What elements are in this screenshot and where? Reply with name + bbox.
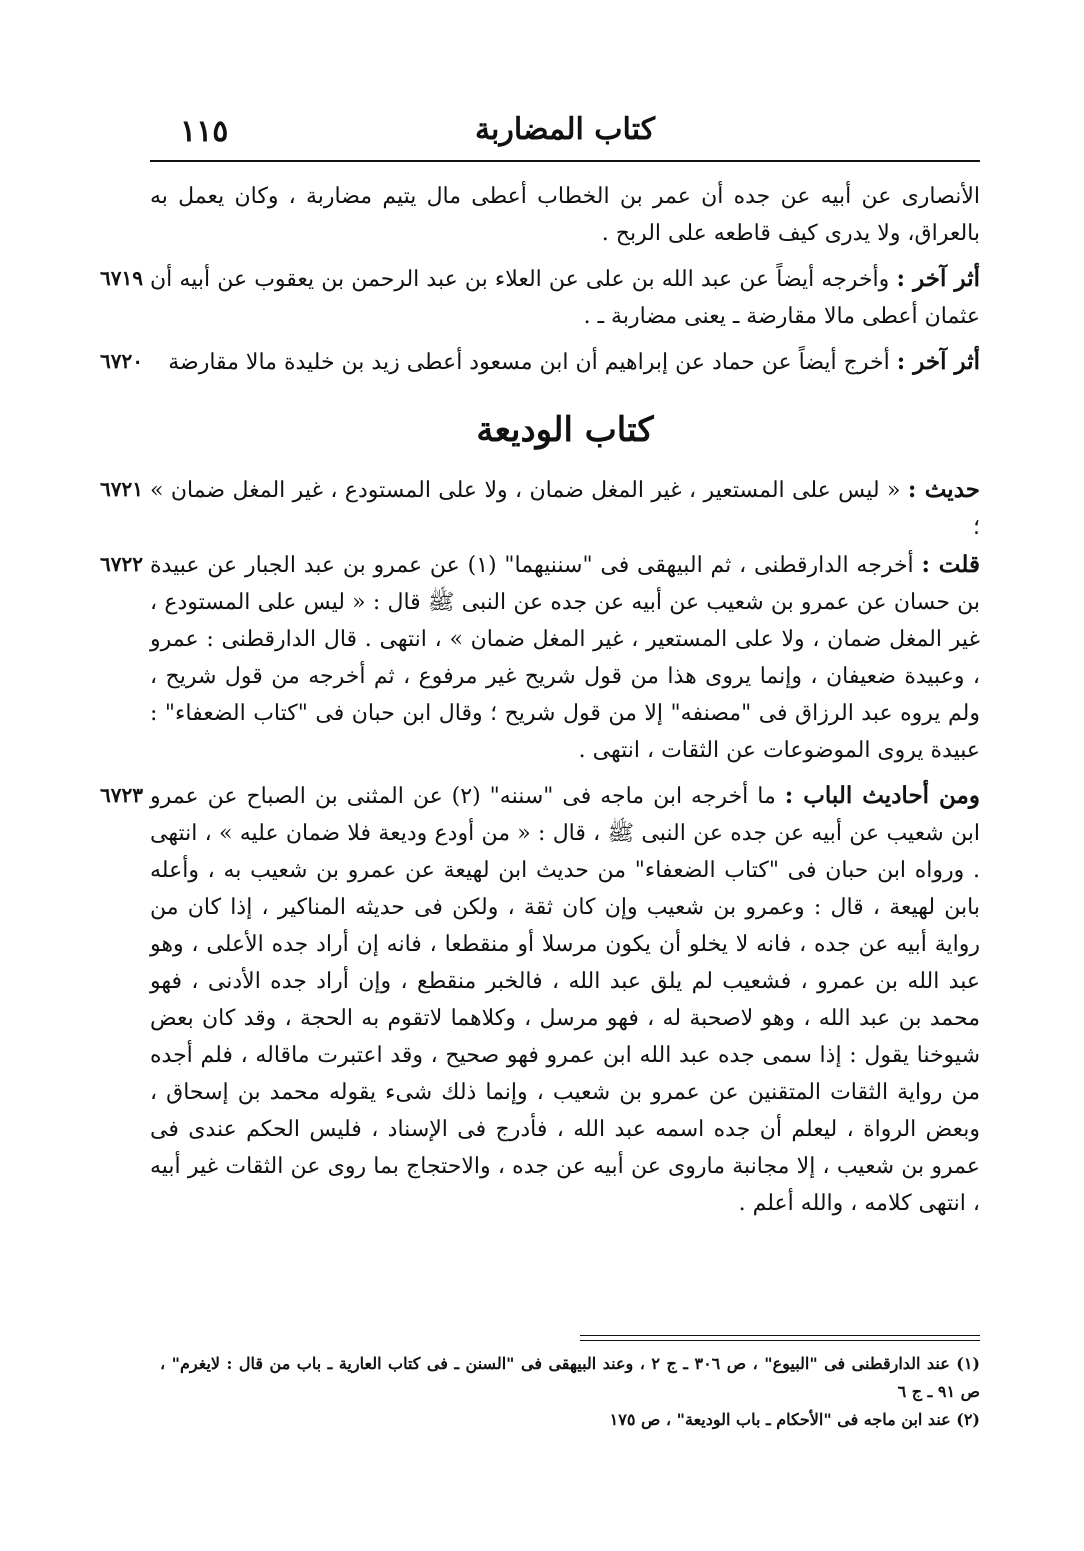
paragraph-lead: ومن أحاديث الباب : — [784, 782, 980, 809]
footnote-rule — [580, 1335, 980, 1341]
page-header — [150, 108, 980, 160]
paragraph-athar-1 — [100, 260, 980, 335]
paragraph-lead: حديث : — [907, 476, 980, 503]
paragraph-lead: قلت : — [921, 551, 980, 578]
reference-number: ٦٧٢٢ — [100, 552, 143, 576]
reference-number: ٦٧١٩ — [100, 266, 143, 290]
reference-number: ٦٧٢١ — [100, 477, 143, 501]
paragraph-text: أخرج أيضاً عن حماد عن إبراهيم أن ابن مسعود أعطى زيد بن خليدة مالا مقارضة — [168, 350, 890, 375]
section-title: كتاب الوديعة — [476, 410, 654, 450]
paragraph-text: ما أخرجه ابن ماجه فى "سننه" (٢) عن المثنى بن الصباح عن عمرو ابن شعيب عن أبيه عن جده عن النبى ﷺ ، قال : « من أودع وديعة فلا ضمان عليه » ، انتهى . ورواه ابن حبان فى "كتاب الضعفاء" من حديث ابن لهيعة عن عمرو بن شعيب به ، وأعله بابن لهيعة ، قال : وعمرو بن شعيب وإن كان ثقة ، ولكن فى حديثه المناكير ، إذا كان من رواية أبيه عن جده ، فانه لا يخلو أن يكون مرسلا أو منقطعا ، فانه إن أراد جده الأعلى ، وهو عبد الله بن عمرو ، فشعيب لم يلق عبد الله ، فالخبر منقطع ، وإن أراد جده الأدنى ، فهو محمد بن عبد الله ، وهو لاصحبة له ، فهو مرسل ، وكلاهما لاتقوم به الحجة ، وقد كان بعض شيوخنا يقول : إذا سمى جده عبد الله ابن عمرو فهو صحيح ، وقد اعتبرت ماقاله ، فلم أجده من رواية الثقات المتقنين عن عمرو بن شعيب ، وإنما ذلك شىء يقوله محمد بن إسحاق ، وبعض الرواة ، ليعلم أن جده اسمه عبد الله ، فأدرج فى الإسناد ، فليس الحكم عندى فى عمرو بن شعيب ، إلا مجانبة ماروى عن أبيه عن جده ، والاحتجاج بما روى عن الثقات غير أبيه ، انتهى كلامه ، والله أعلم . — [150, 784, 980, 1216]
body-text — [100, 178, 980, 1222]
paragraph-text: « ليس على المستعير ، غير المغل ضمان ، ولا على المستودع ، غير المغل ضمان » ؛ — [150, 478, 980, 540]
running-title: كتاب المضاربة — [474, 112, 656, 147]
reference-number: ٦٧٢٠ — [100, 349, 143, 373]
paragraph-text: الأنصارى عن أبيه عن جده أن عمر بن الخطاب أعطى مال يتيم مضاربة ، وكان يعمل به بالعراق، ولا يدرى كيف قاطعه على الربح . — [150, 184, 980, 246]
footnotes — [160, 1350, 980, 1434]
paragraph-continuation — [150, 178, 980, 252]
paragraph-hadith — [100, 471, 980, 546]
paragraph-athar-2 — [100, 343, 980, 381]
paragraph-lead: أثر آخر : — [896, 265, 980, 292]
paragraph-qultu — [100, 546, 980, 769]
footnote-2: (٢) عند ابن ماجه فى "الأحكام ـ باب الوديعة" ، ص ١٧٥ — [609, 1410, 980, 1429]
footnote-1: (١) عند الدارقطنى فى "البيوع" ، ص ٣٠٦ ـ ج ٢ ، وعند البيهقى فى "السنن ـ فى كتاب العارية ـ باب من قال : لايغرم" ، ص ٩١ ـ ج ٦ — [160, 1354, 980, 1401]
paragraph-text: أخرجه الدارقطنى ، ثم البيهقى فى "سننيهما" (١) عن عمرو بن عبد الجبار عن عبيدة بن حسان عن عمرو بن شعيب عن أبيه عن جده عن النبى ﷺ قال : « ليس على المستودع ، غير المغل ضمان ، ولا على المستعير ، غير المغل ضمان » ، انتهى . قال الدارقطنى : عمرو ، وعبيدة ضعيفان ، وإنما يروى هذا من قول شريح غير مرفوع ، ثم أخرجه من قول شريح ، ولم يروه عبد الرزاق فى "مصنفه" إلا من قول شريح ؛ وقال ابن حبان فى "كتاب الضعفاء" : عبيدة يروى الموضوعات عن الثقات ، انتهى . — [150, 553, 980, 763]
paragraph-ahadith-albab — [100, 777, 980, 1222]
paragraph-lead: أثر آخر : — [896, 348, 980, 375]
page-number: ١١٥ — [180, 114, 229, 149]
reference-number: ٦٧٢٣ — [100, 783, 143, 807]
paragraph-text: وأخرجه أيضاً عن عبد الله بن على عن العلاء بن عبد الرحمن بن يعقوب عن أبيه أن عثمان أعطى مالا مقارضة ـ يعنى مضاربة ـ . — [150, 267, 980, 329]
header-rule — [150, 160, 980, 162]
